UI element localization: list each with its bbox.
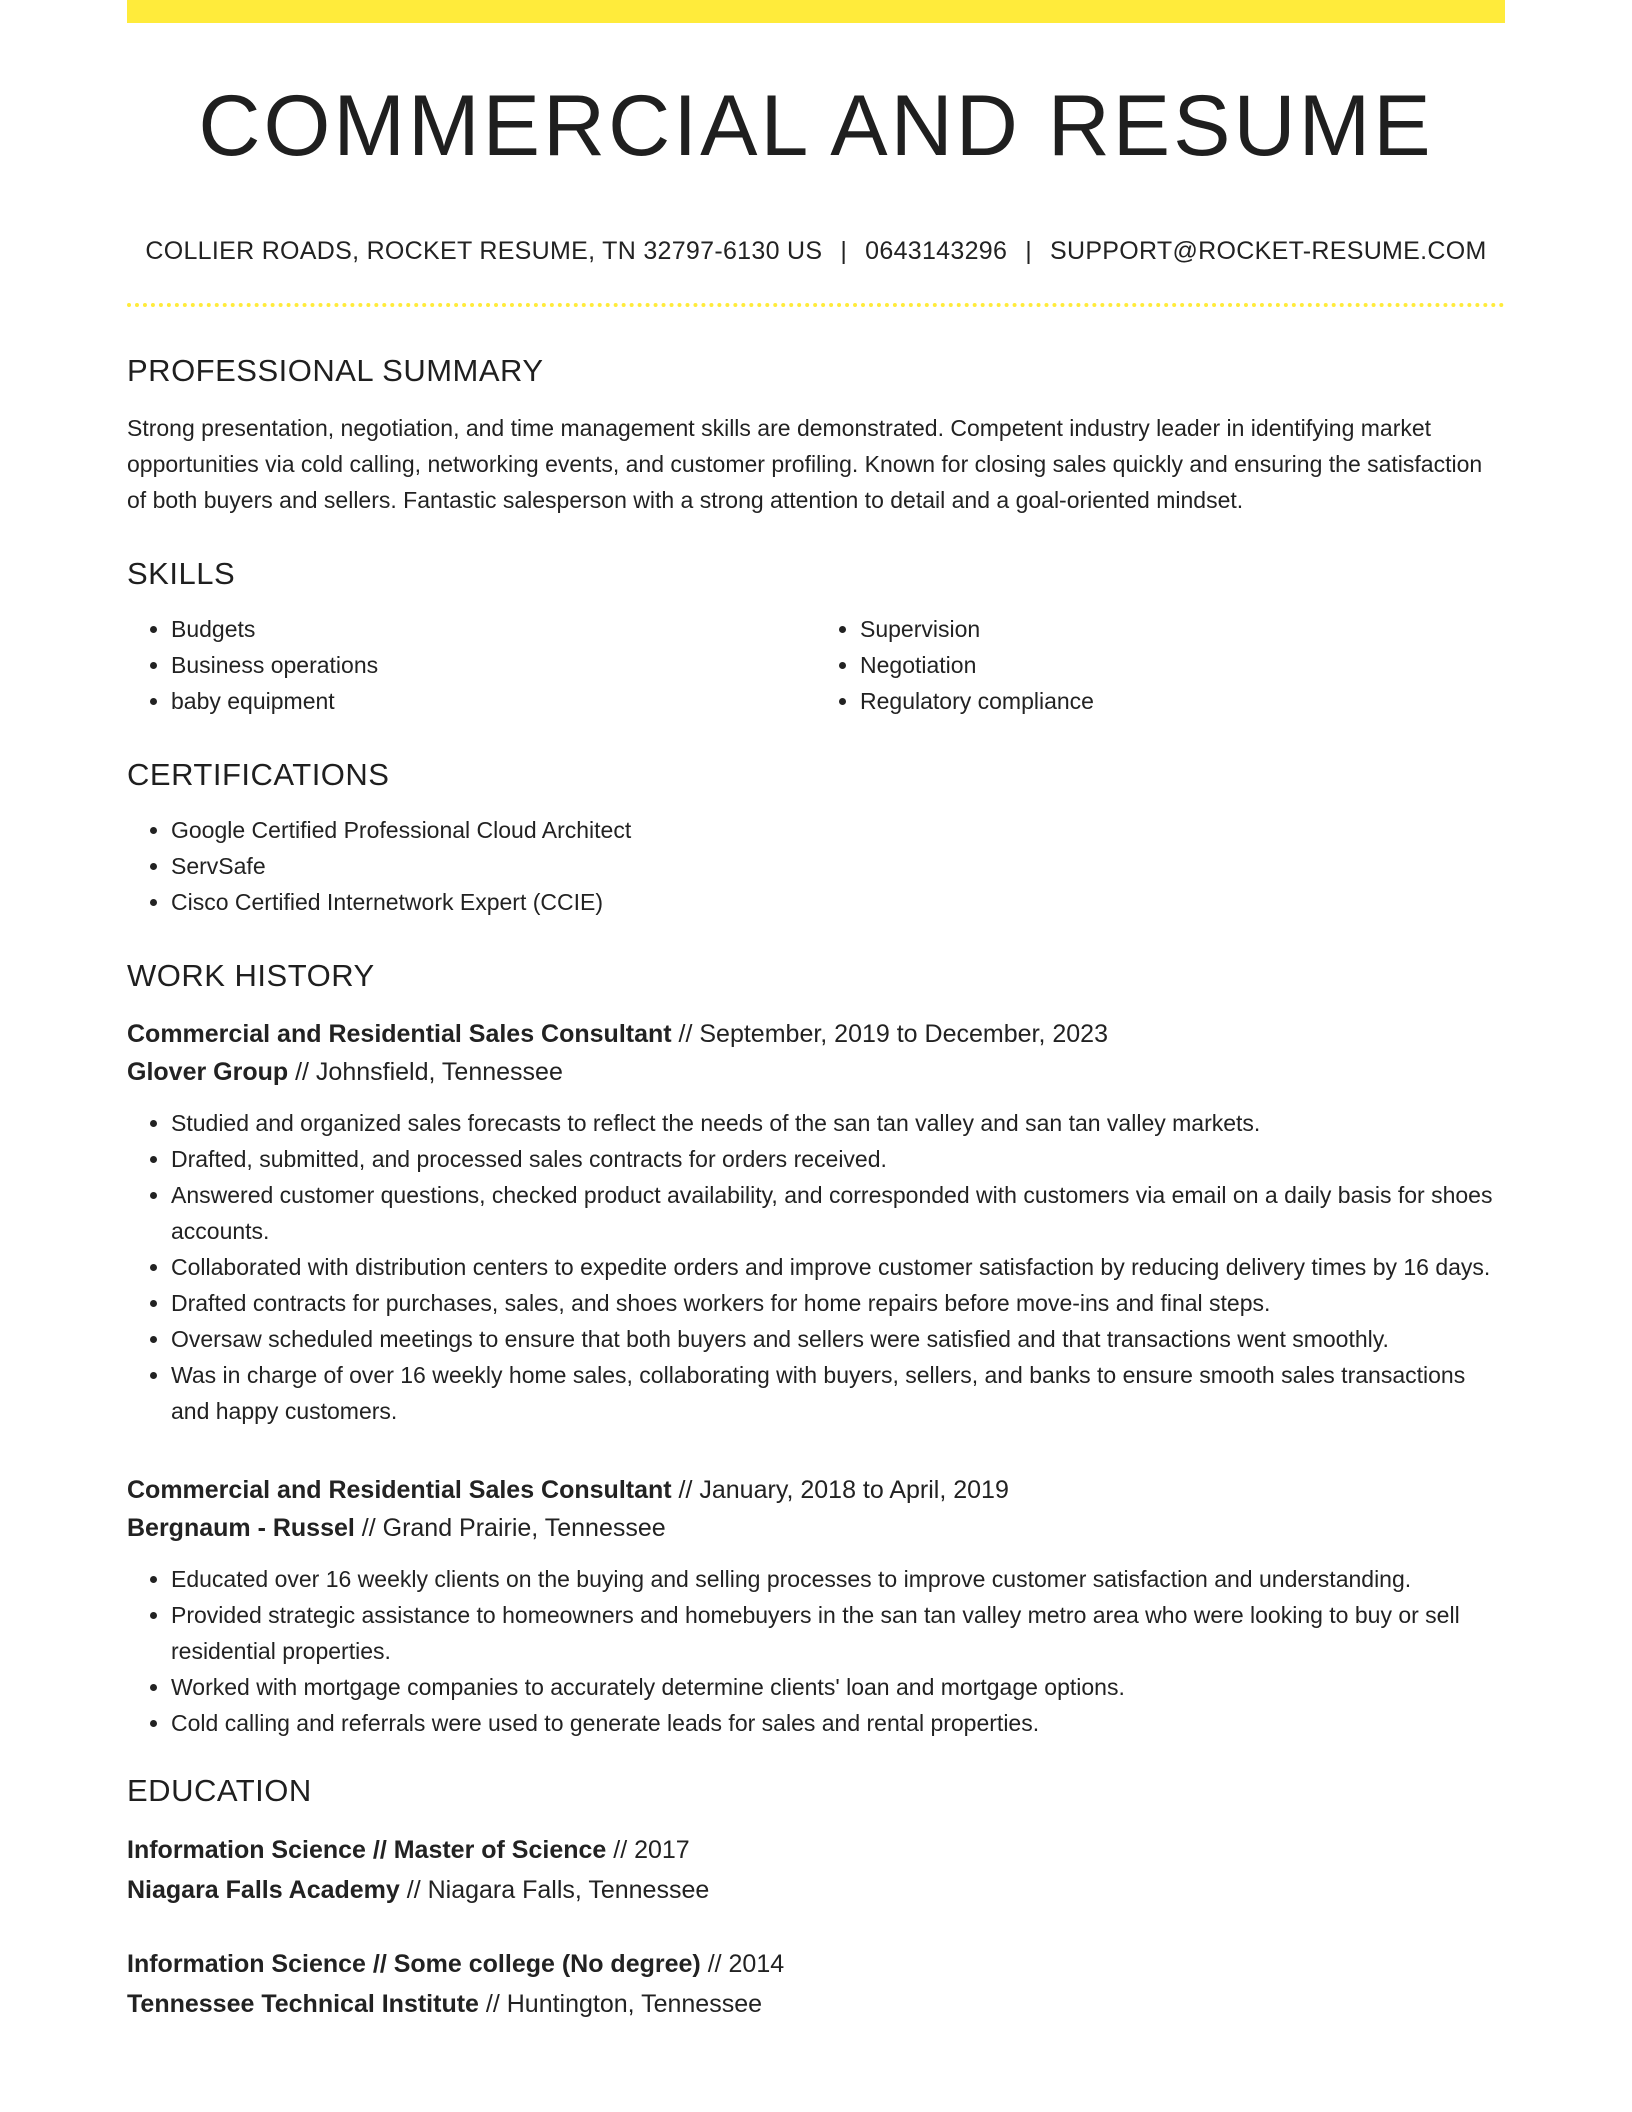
- separator: |: [840, 237, 848, 265]
- job-company-line: [127, 1053, 1505, 1091]
- school-line: [127, 1984, 1505, 2024]
- skill-item: • Business operations: [171, 647, 816, 683]
- dotted-divider: [127, 303, 1505, 307]
- job-title: Commercial and Residential Sales Consultant: [127, 1020, 672, 1048]
- resume-page: [127, 0, 1505, 2024]
- degree-line: [127, 1830, 1505, 1870]
- job-bullet: • Oversaw scheduled meetings to ensure that both buyers and sellers were satisfied and that transactions went smoothly.: [171, 1321, 1505, 1357]
- school: Niagara Falls Academy: [127, 1876, 400, 1904]
- skill-item: • Budgets: [171, 611, 816, 647]
- job-location: // Grand Prairie, Tennessee: [354, 1514, 666, 1542]
- job-dates: // January, 2018 to April, 2019: [671, 1476, 1009, 1504]
- degree: Information Science // Master of Science: [127, 1836, 607, 1864]
- job-title-line: [127, 1471, 1505, 1509]
- education-entry: [127, 1944, 1505, 2024]
- job-dates: // September, 2019 to December, 2023: [671, 1020, 1108, 1048]
- job-location: // Johnsfield, Tennessee: [288, 1058, 563, 1086]
- skills-columns: [127, 611, 1505, 719]
- certifications-heading: CERTIFICATIONS: [127, 757, 390, 792]
- skill-item: • Regulatory compliance: [860, 683, 1505, 719]
- summary-text: Strong presentation, negotiation, and time management skills are demonstrated. Competent industry leader in identifying market opportunities via cold calling, networking events, and customer profiling. Known for closing sales quickly and ensuring the satisfaction of both buyers and sellers. Fantastic salesperson with a strong attention to detail and a goal-oriented mindset.: [127, 415, 1483, 513]
- education-heading: EDUCATION: [127, 1773, 312, 1808]
- job-title-line: [127, 1015, 1505, 1053]
- skill-item: • baby equipment: [171, 683, 816, 719]
- accent-bar: [127, 0, 1505, 23]
- page-title: COMMERCIAL AND RESUME: [198, 78, 1434, 174]
- job-bullet: • Worked with mortgage companies to accurately determine clients' loan and mortgage options.: [171, 1669, 1505, 1705]
- skills-right-list: [816, 611, 1505, 719]
- school: Tennessee Technical Institute: [127, 1990, 479, 2018]
- job-bullet: • Answered customer questions, checked product availability, and corresponded with customers via email on a daily basis for shoes accounts.: [171, 1177, 1505, 1249]
- degree-line: [127, 1944, 1505, 1984]
- certification-item: • Google Certified Professional Cloud Architect: [171, 812, 1505, 848]
- job-company: Glover Group: [127, 1058, 289, 1086]
- job-company-line: [127, 1509, 1505, 1547]
- job-entry: [127, 1471, 1505, 1741]
- separator: |: [1025, 237, 1032, 265]
- job-bullet: • Was in charge of over 16 weekly home sales, collaborating with buyers, sellers, and banks to ensure smooth sales transactions and happy customers.: [171, 1357, 1505, 1429]
- degree: Information Science // Some college (No degree): [127, 1950, 701, 1978]
- skill-item: • Negotiation: [860, 647, 1505, 683]
- job-bullet: • Provided strategic assistance to homeowners and homebuyers in the san tan valley metro area who were looking to buy or sell residential properties.: [171, 1597, 1505, 1669]
- job-title: Commercial and Residential Sales Consultant: [127, 1476, 672, 1504]
- school-location: // Niagara Falls, Tennessee: [399, 1876, 710, 1904]
- graduation-year: // 2017: [606, 1836, 690, 1864]
- job-bullet: • Drafted, submitted, and processed sales contracts for orders received.: [171, 1141, 1505, 1177]
- certification-item: • ServSafe: [171, 848, 1505, 884]
- job-bullet: • Collaborated with distribution centers to expedite orders and improve customer satisfaction by reducing delivery times by 16 days.: [171, 1249, 1505, 1285]
- skills-left-list: [127, 611, 816, 719]
- graduation-year: // 2014: [700, 1950, 785, 1978]
- certifications-list: [127, 812, 1505, 920]
- phone: 0643143296: [865, 237, 1008, 265]
- certification-item: • Cisco Certified Internetwork Expert (CCIE): [171, 884, 1505, 920]
- school-location: // Huntington, Tennessee: [478, 1990, 763, 2018]
- education-entry: [127, 1830, 1505, 1910]
- job-company: Bergnaum - Russel: [127, 1514, 355, 1542]
- skill-item: • Supervision: [860, 611, 1505, 647]
- skills-heading: SKILLS: [127, 556, 236, 591]
- summary-heading: PROFESSIONAL SUMMARY: [127, 353, 544, 388]
- job-bullet: • Drafted contracts for purchases, sales, and shoes workers for home repairs before move-ins and final steps.: [171, 1285, 1505, 1321]
- address: COLLIER ROADS, ROCKET RESUME, TN 32797-6130 US: [145, 237, 823, 265]
- contact-line: [127, 237, 1505, 266]
- job-bullet: • Cold calling and referrals were used to generate leads for sales and rental properties.: [171, 1705, 1505, 1741]
- email: SUPPORT@ROCKET-RESUME.COM: [1050, 237, 1487, 265]
- school-line: [127, 1870, 1505, 1910]
- job-bullet: • Educated over 16 weekly clients on the buying and selling processes to improve customer satisfaction and understanding.: [171, 1561, 1505, 1597]
- job-entry: [127, 1015, 1505, 1429]
- job-bullets: [127, 1561, 1505, 1741]
- work-history-heading: WORK HISTORY: [127, 958, 375, 993]
- job-bullet: • Studied and organized sales forecasts to reflect the needs of the san tan valley and san tan valley markets.: [171, 1105, 1505, 1141]
- job-bullets: [127, 1105, 1505, 1429]
